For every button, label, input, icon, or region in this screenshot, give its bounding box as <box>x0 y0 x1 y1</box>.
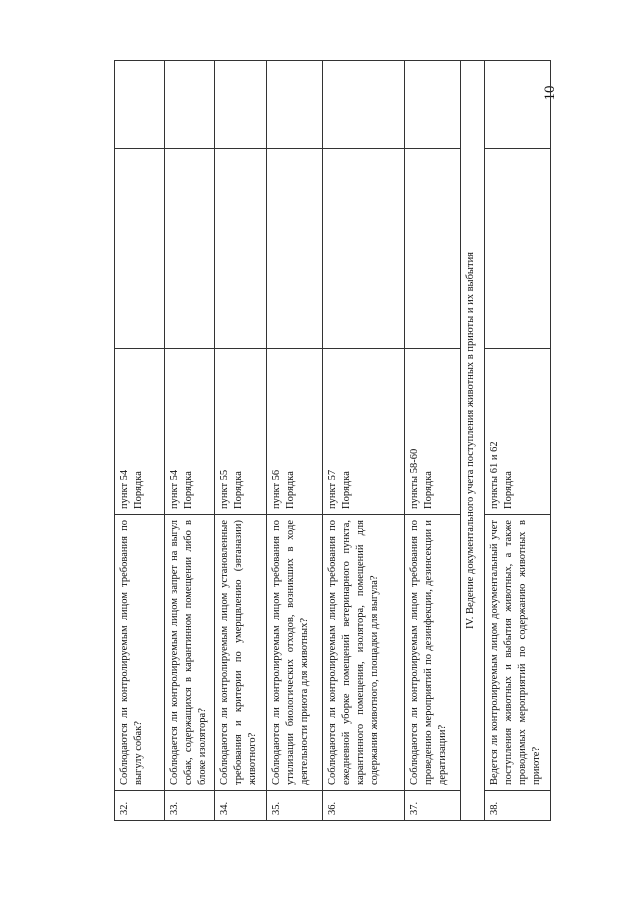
checklist-table <box>114 60 551 821</box>
row-number: 35. <box>267 791 323 821</box>
row-answer-cell <box>115 149 165 349</box>
row-note-cell <box>485 61 551 149</box>
table-row <box>323 61 405 821</box>
row-answer-cell <box>485 149 551 349</box>
row-answer-cell <box>267 149 323 349</box>
row-reference: пункт 57 Порядка <box>323 349 405 515</box>
row-note-cell <box>115 61 165 149</box>
table-row <box>405 61 461 821</box>
row-note-cell <box>267 61 323 149</box>
row-note-cell <box>323 61 405 149</box>
row-question: Соблюдаются ли контролируемым лицом требования по ежедневной уборке помещений ветеринарного пункта, карантинного помещения, изолятора, помещений для содержания животного, площадки для выгула? <box>323 515 405 791</box>
checklist-table-wrapper <box>114 61 562 821</box>
section-title: IV. Ведение документального учета поступления животных в приюты и их выбытия <box>461 61 485 821</box>
row-reference: пункты 61 и 62 Порядка <box>485 349 551 515</box>
row-question: Соблюдается ли контролируемым лицом запрет на выгул собак, содержащихся в карантинном помещении либо в блоке изолятора? <box>165 515 215 791</box>
row-note-cell <box>215 61 267 149</box>
table-row <box>215 61 267 821</box>
row-question: Соблюдаются ли контролируемым лицом установленные требования и критерии по умерщвлению (эвтаназии) животного? <box>215 515 267 791</box>
table-row <box>485 61 551 821</box>
row-answer-cell <box>215 149 267 349</box>
row-question: Ведется ли контролируемым лицом документальный учет поступления животных и выбытия животных, а также проводимых мероприятий по содержанию животных в приюте? <box>485 515 551 791</box>
row-note-cell <box>405 61 461 149</box>
row-reference: пункт 54 Порядка <box>165 349 215 515</box>
section-row <box>461 61 485 821</box>
table-row <box>115 61 165 821</box>
page-number: 10 <box>542 85 558 101</box>
row-note-cell <box>165 61 215 149</box>
row-answer-cell <box>323 149 405 349</box>
row-number: 34. <box>215 791 267 821</box>
table-row <box>267 61 323 821</box>
row-question: Соблюдаются ли контролируемым лицом требования по утилизации биологических отходов, возникших в ходе деятельности приюта для животных? <box>267 515 323 791</box>
row-reference: пункт 56 Порядка <box>267 349 323 515</box>
row-number: 37. <box>405 791 461 821</box>
row-reference: пункты 58-60 Порядка <box>405 349 461 515</box>
row-question: Соблюдаются ли контролируемым лицом требования по проведению мероприятий по дезинфекции, дезинсекции и дератизации? <box>405 515 461 791</box>
row-number: 36. <box>323 791 405 821</box>
row-question: Соблюдаются ли контролируемым лицом требования по выгулу собак? <box>115 515 165 791</box>
row-reference: пункт 54 Порядка <box>115 349 165 515</box>
row-reference: пункт 55 Порядка <box>215 349 267 515</box>
row-number: 32. <box>115 791 165 821</box>
table-row <box>165 61 215 821</box>
row-number: 33. <box>165 791 215 821</box>
row-number: 38. <box>485 791 551 821</box>
row-answer-cell <box>165 149 215 349</box>
row-answer-cell <box>405 149 461 349</box>
